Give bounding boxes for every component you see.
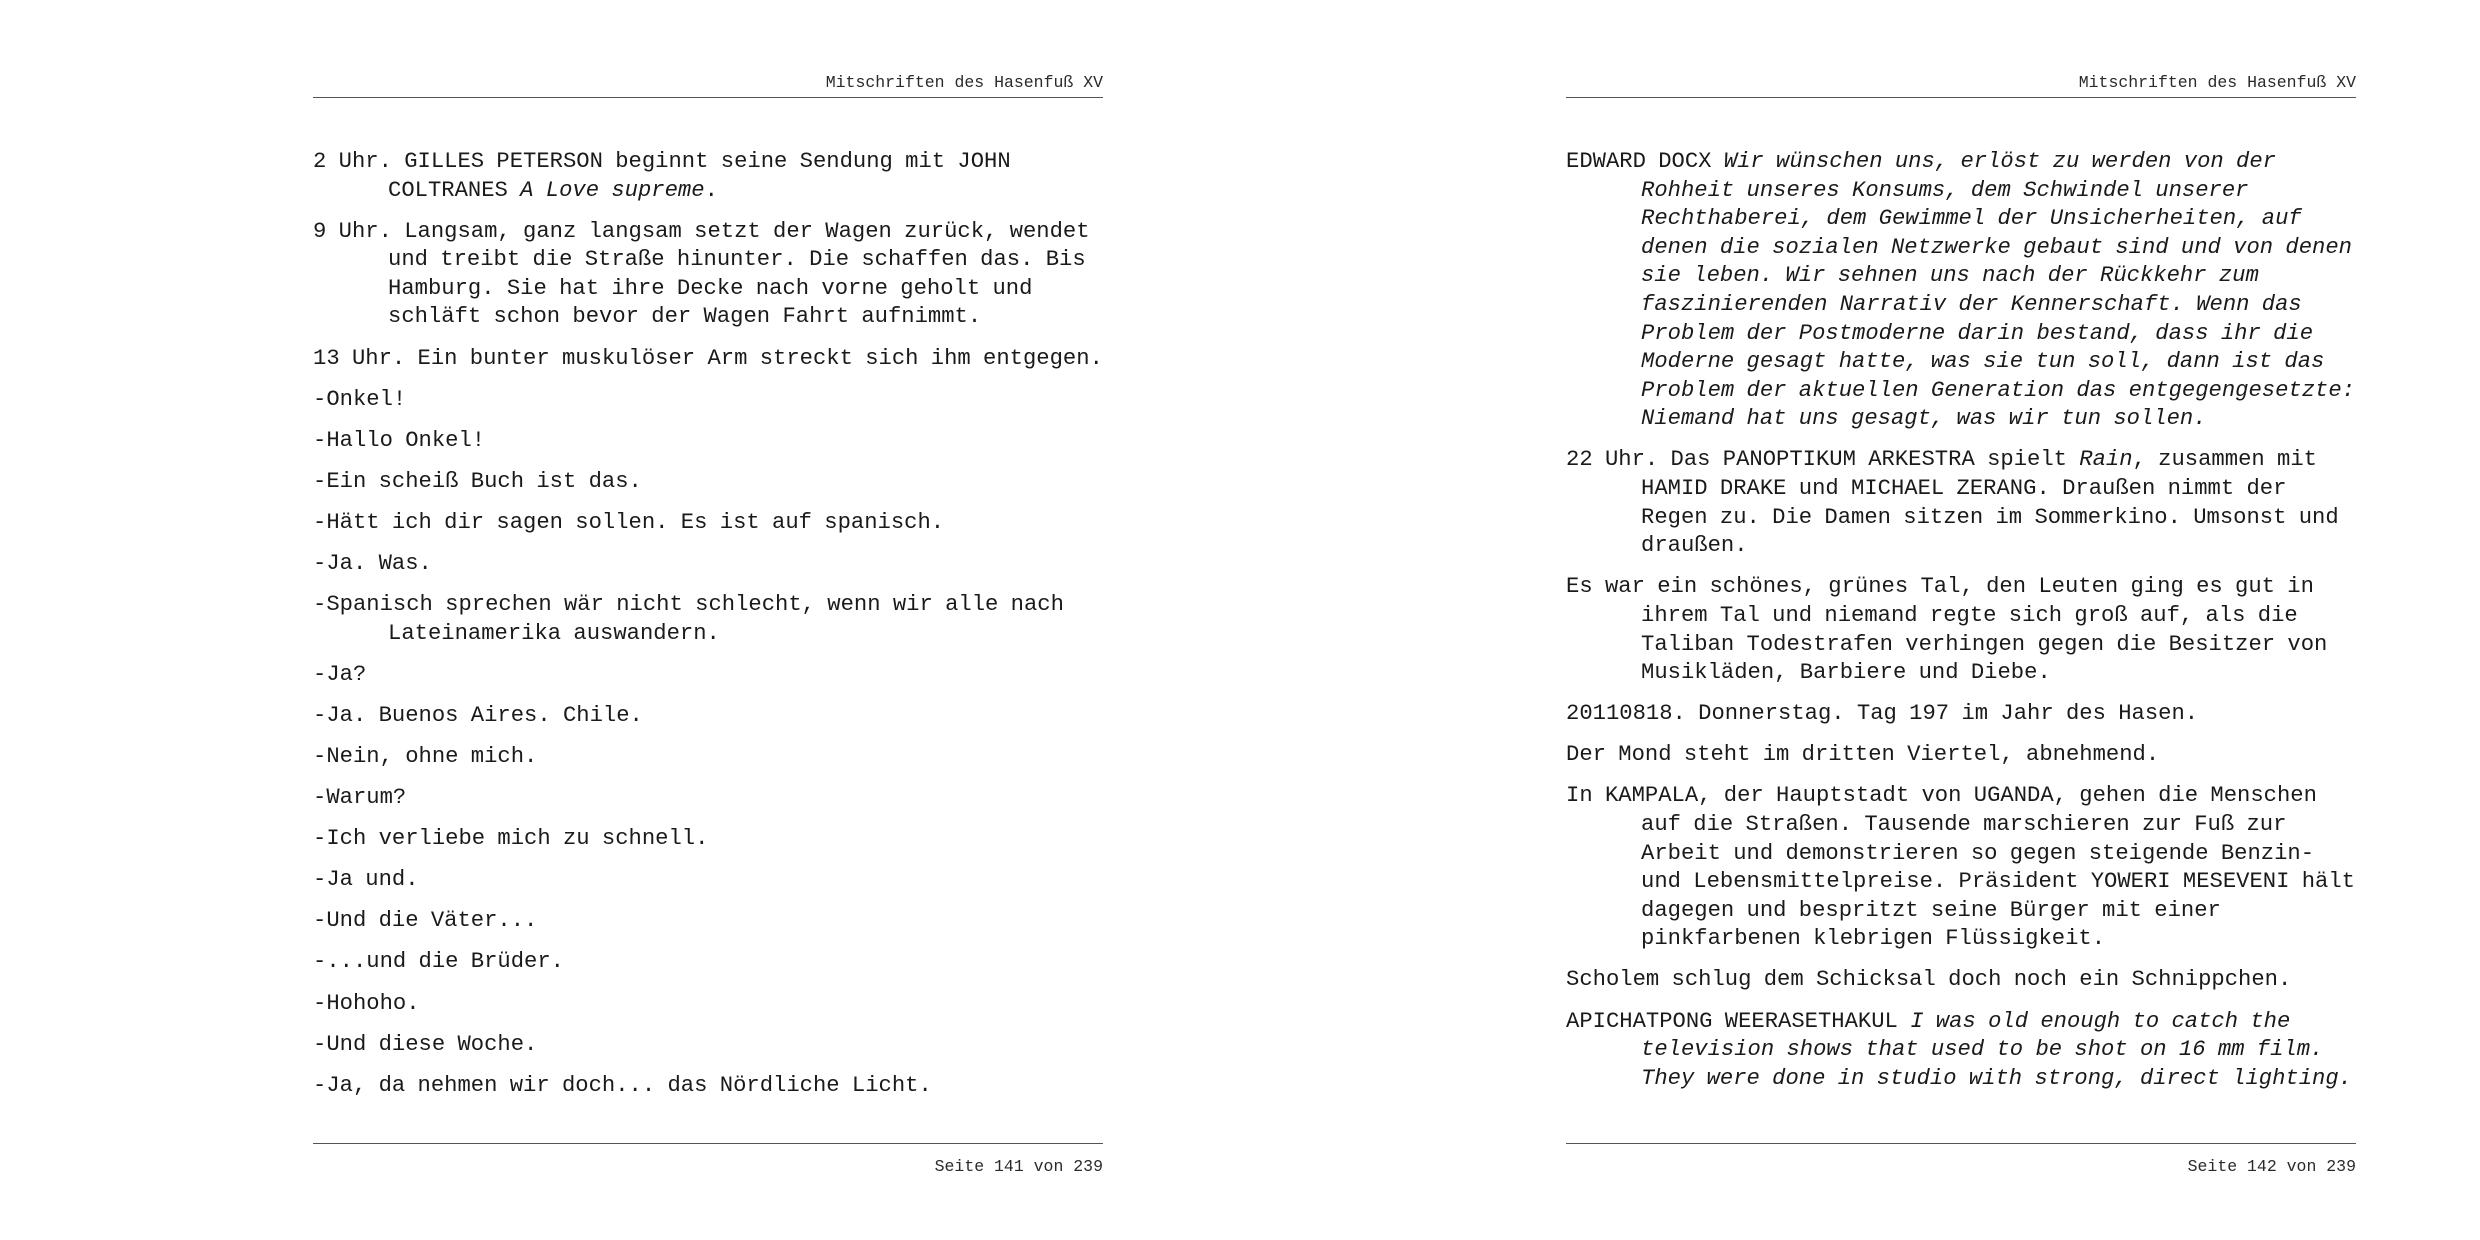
dialogue-line: -Hätt ich dir sagen sollen. Es ist auf spanisch. (313, 509, 945, 535)
footer-rule (1566, 1143, 2356, 1144)
page-body (313, 148, 1103, 1113)
right-page (1566, 0, 2356, 1240)
page-number: 142 (2247, 1157, 2277, 1176)
running-header: Mitschriften des Hasenfuß XV (825, 73, 1103, 92)
paragraph: In KAMPALA, der Hauptstadt von UGANDA, gehen die Menschen auf die Straßen. Tausende marschieren zur Fuß zur Arbeit und demonstrieren so gegen steigende Benzin- und Lebensmittelpreise. Präsident YOWERI MESEVENI hält dagegen und bespritzt seine Bürger mit einer pinkfarbenen klebrigen Flüssigkeit. (1566, 783, 2355, 952)
dialogue-line: -Ja, da nehmen wir doch... das Nördliche Licht. (313, 1072, 932, 1098)
paragraph: 13 Uhr. Ein bunter muskulöser Arm streckt sich ihm entgegen. (313, 345, 1103, 371)
quote-paragraph: APICHATPONG WEERASETHAKUL I was old enough to catch the television shows that used to be shot on 16 mm film. They were done in studio with strong, direct lighting. (1566, 1008, 2352, 1091)
page-total: 239 (2326, 1157, 2356, 1176)
dialogue-line: -Warum? (313, 785, 407, 811)
page-total: 239 (1073, 1157, 1103, 1176)
dialogue-line: -Ja. Was. (313, 551, 432, 577)
header-rule (313, 97, 1103, 98)
paragraph: 9 Uhr. Langsam, ganz langsam setzt der Wagen zurück, wendet und treibt die Straße hinunter. Die schaffen das. Bis Hamburg. Sie hat ihre Decke nach vorne geholt und schläft schon bevor der Wagen Fahrt aufnimmt. (313, 218, 1090, 330)
page-number: 141 (994, 1157, 1024, 1176)
dialogue-line: -Hohoho. (313, 990, 420, 1016)
dialogue-line: -Spanisch sprechen wär nicht schlecht, wenn wir alle nach Lateinamerika auswandern. (313, 592, 1064, 646)
dialogue-line: -Ja? (313, 661, 367, 687)
date-line: 20110818. Donnerstag. Tag 197 im Jahr des Hasen. (1566, 701, 2199, 727)
page-footer: Seite 142 von 239 (2187, 1157, 2356, 1176)
page-body (1566, 148, 2356, 1106)
dialogue-line: -Ein scheiß Buch ist das. (313, 468, 642, 494)
paragraph: Es war ein schönes, grünes Tal, den Leuten ging es gut in ihrem Tal und niemand regte sich groß auf, als die Taliban Todestrafen verhingen gegen die Besitzer von Musikläden, Barbiere und Diebe. (1566, 574, 2328, 686)
paragraph: Der Mond steht im dritten Viertel, abnehmend. (1566, 742, 2160, 768)
left-page (313, 0, 1103, 1240)
dialogue-line: -Ja und. (313, 867, 419, 893)
quote-paragraph: EDWARD DOCX Wir wünschen uns, erlöst zu werden von der Rohheit unseres Konsums, dem Schwindel unserer Rechthaberei, dem Gewimmel der Unsicherheiten, auf denen die sozialen Netzwerke gebaut sind und von denen sie leben. Wir sehnen uns nach der Rückkehr zum faszinierenden Narrativ der Kennerschaft. Wenn das Problem der Postmoderne darin bestand, dass ihr die Moderne gesagt hatte, was sie tun soll, dann ist das Problem der aktuellen Generation das entgegengesetzte: Niemand hat uns gesagt, was wir tun sollen. (1566, 149, 2355, 432)
dialogue-line: -Onkel! (313, 386, 407, 412)
dialogue-line: -...und die Brüder. (313, 949, 564, 975)
header-rule (1566, 97, 2356, 98)
page-footer: Seite 141 von 239 (934, 1157, 1103, 1176)
running-header: Mitschriften des Hasenfuß XV (2078, 73, 2356, 92)
footer-rule (313, 1143, 1103, 1144)
dialogue-line: -Ja. Buenos Aires. Chile. (313, 702, 643, 728)
paragraph: 22 Uhr. Das PANOPTIKUM ARKESTRA spielt Rain, zusammen mit HAMID DRAKE und MICHAEL ZERANG. Draußen nimmt der Regen zu. Die Damen sitzen im Sommerkino. Umsonst und draußen. (1566, 447, 2339, 559)
paragraph: Scholem schlug dem Schicksal doch noch ein Schnippchen. (1566, 967, 2292, 993)
dialogue-line: -Ich verliebe mich zu schnell. (313, 826, 709, 852)
dialogue-line: -Hallo Onkel! (313, 427, 486, 453)
paragraph: 2 Uhr. GILLES PETERSON beginnt seine Sendung mit JOHN COLTRANES A Love supreme. (313, 149, 1011, 203)
dialogue-line: -Nein, ohne mich. (313, 744, 538, 769)
dialogue-line: -Und die Väter... (313, 908, 538, 934)
dialogue-line: -Und diese Woche. (313, 1031, 538, 1057)
